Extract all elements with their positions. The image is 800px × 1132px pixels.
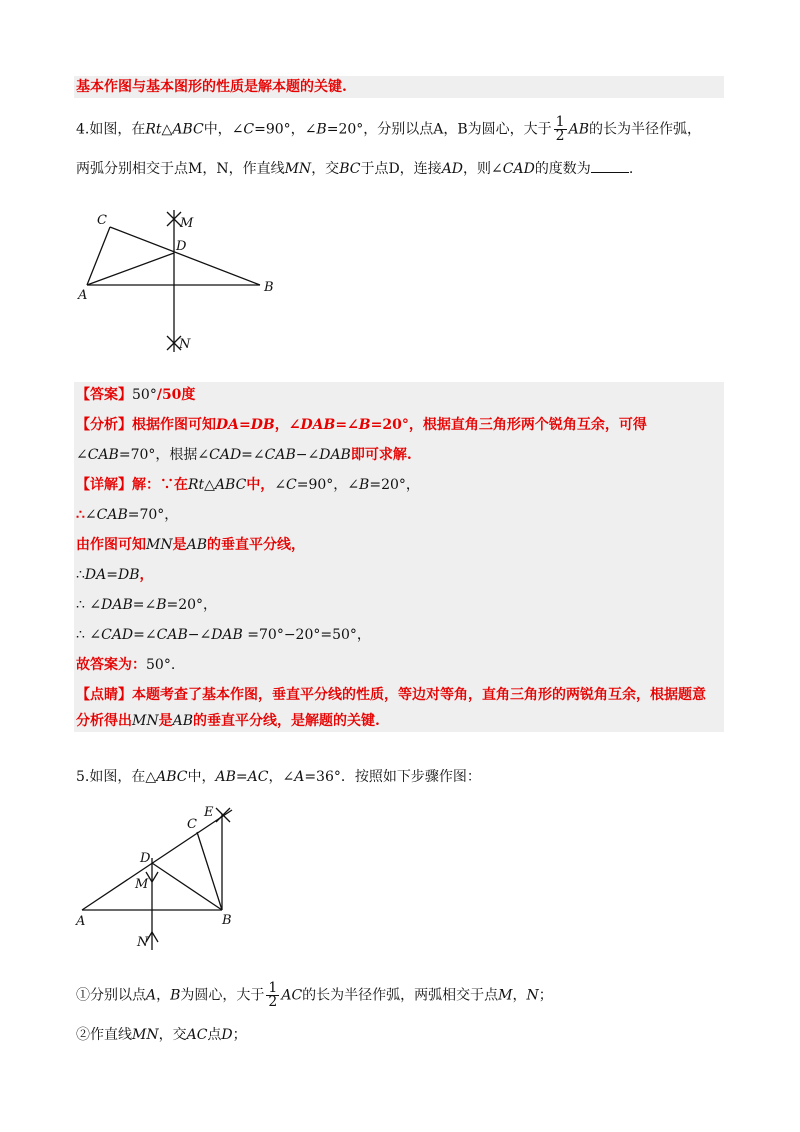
- arc-mark-e: [216, 808, 230, 822]
- label-b: B: [222, 913, 232, 928]
- label-n: N: [179, 337, 191, 352]
- q5-step-1: ①分别以点A，B为圆心，大于 $\frac{1}{2}$ AC的长为半径作弧，两弧相交于点M，N；: [76, 980, 553, 1010]
- answer-value: 50°: [132, 387, 157, 403]
- q4-figure: [70, 200, 300, 360]
- detail-line-3: 由作图可知MN是AB的垂直平分线，: [76, 537, 305, 553]
- q4-line-1: 4.如图，在Rt△ABC中，∠C=90°，∠B=20°，分别以点A，B为圆心，大于 $\frac{1}{2}$ AB的长为半径作弧，: [76, 114, 701, 144]
- answer-blank: [591, 158, 629, 173]
- q4-line-2: 两弧分别相交于点M，N，作直线MN，交BC于点D，连接AD，则∠CAD的度数为 .: [76, 158, 633, 180]
- q5-figure: [70, 800, 250, 960]
- segment-bc: [197, 832, 222, 910]
- detail-line-7: 故答案为：50°.: [76, 657, 176, 673]
- label-m: M: [135, 877, 149, 892]
- comment-line-1: 【点睛】本题考查了基本作图，垂直平分线的性质，等边对等角，直角三角形的两锐角互余，根据题意: [76, 687, 706, 703]
- detail-line-5: ∴ ∠DAB=∠B=20°，: [76, 597, 218, 613]
- label-m: M: [180, 216, 194, 231]
- segment-ca: [87, 227, 110, 285]
- label-a: A: [78, 288, 88, 303]
- segment-bd: [152, 863, 222, 910]
- q5-line-1: 5.如图，在△ABC中，AB=AC，∠A=36°．按照如下步骤作图：: [76, 769, 481, 785]
- analysis-line-2: ∠CAB=70°，根据∠CAD=∠CAB−∠DAB即可求解.: [76, 447, 412, 463]
- analysis-line-1: 【分析】根据作图可知DA=DB，∠DAB=∠B=20°，根据直角三角形两个锐角互余，可得: [76, 417, 647, 433]
- comment-line-2: 分析得出MN是AB的垂直平分线，是解题的关键.: [76, 713, 380, 729]
- detail-line-2: ∴∠CAB=70°，: [76, 507, 179, 523]
- label-d: D: [140, 851, 151, 866]
- detail-line-1: 【详解】解：∵在Rt△ABC中，∠C=90°，∠B=20°，: [76, 477, 420, 493]
- half-fraction: $\frac{1}{2}$: [555, 114, 565, 144]
- detail-line-4: ∴DA=DB，: [76, 567, 154, 583]
- label-e: E: [204, 805, 214, 820]
- intro-line: 基本作图与基本图形的性质是解本题的关键.: [76, 79, 347, 95]
- segment-ad: [87, 253, 174, 285]
- label-c: C: [187, 817, 197, 832]
- segment-cb: [110, 227, 260, 285]
- q5-step-2: ②作直线MN，交AC点D；: [76, 1027, 247, 1043]
- half-fraction: $\frac{1}{2}$: [268, 980, 278, 1010]
- detail-line-6: ∴ ∠CAD=∠CAB−∠DAB =70°−20°=50°，: [76, 627, 371, 643]
- label-n: N: [137, 935, 149, 950]
- answer-line: 【答案】50°/50度: [76, 387, 196, 403]
- segment-ae: [82, 810, 232, 910]
- label-b: B: [264, 280, 274, 295]
- label-c: C: [97, 213, 107, 228]
- label-a: A: [76, 914, 86, 929]
- label-d: D: [176, 239, 187, 254]
